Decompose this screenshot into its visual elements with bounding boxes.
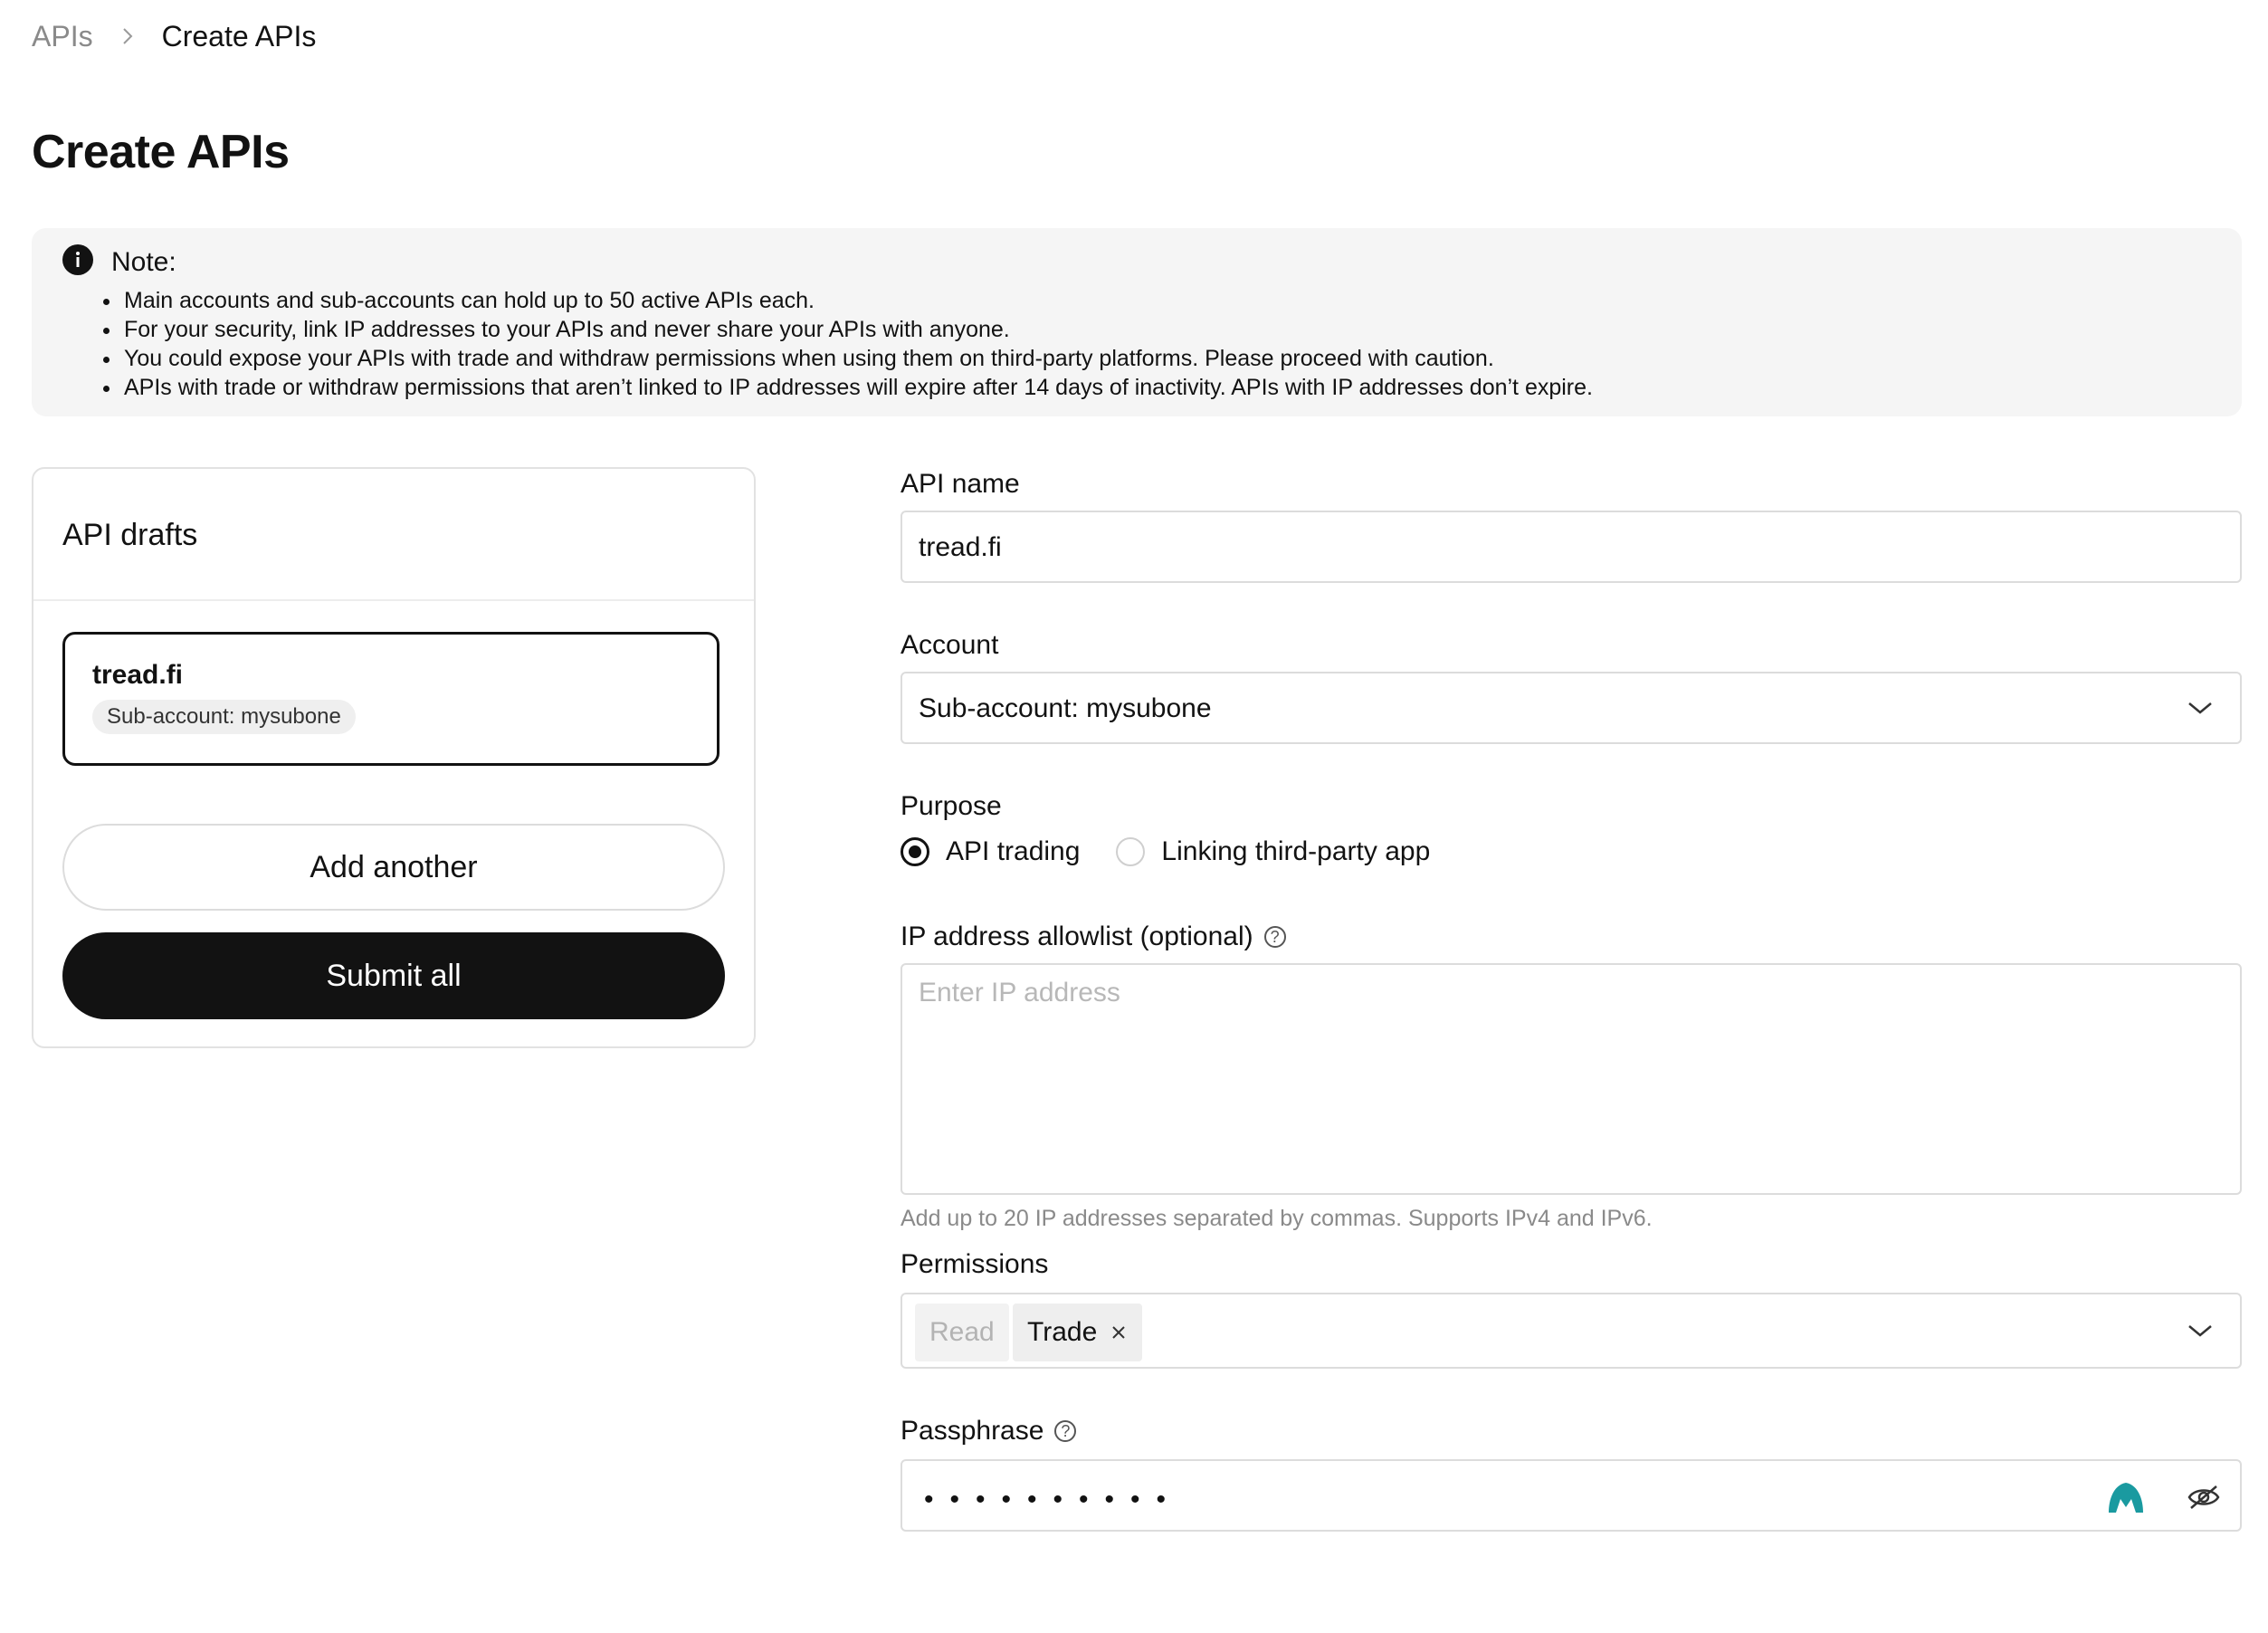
ip-allowlist-placeholder: Enter IP address: [919, 978, 1120, 1007]
note-item: • For your security, link IP addresses to your APIs and never share your APIs with anyone.: [122, 315, 1593, 344]
radio-api-trading-label[interactable]: API trading: [946, 836, 1081, 866]
add-another-button[interactable]: Add another: [62, 824, 725, 911]
help-icon[interactable]: ?: [1054, 1420, 1076, 1442]
ip-allowlist-hint: Add up to 20 IP addresses separated by commas. Supports IPv4 and IPv6.: [901, 1206, 1653, 1231]
draft-name: tread.fi: [92, 660, 184, 690]
note-item: • APIs with trade or withdraw permissions that aren’t linked to IP addresses will expire after 14 days of inactivity. APIs with IP addresses don’t expire.: [122, 373, 1593, 402]
draft-account-badge: Sub-account: mysubone: [92, 700, 356, 734]
account-select[interactable]: [901, 672, 2242, 744]
breadcrumb-current: Create APIs: [161, 19, 317, 53]
passphrase-label: Passphrase ?: [901, 1416, 1076, 1447]
chevron-down-icon: [2186, 699, 2215, 717]
account-value: Sub-account: mysubone: [919, 693, 1212, 723]
permission-tag-read: Read: [915, 1304, 1009, 1361]
api-name-label: API name: [901, 469, 1020, 499]
close-icon[interactable]: [1110, 1323, 1128, 1342]
page-title: Create APIs: [32, 126, 290, 178]
permissions-select[interactable]: [901, 1293, 2242, 1369]
ip-allowlist-textarea[interactable]: [901, 963, 2242, 1195]
permissions-label: Permissions: [901, 1249, 1049, 1279]
radio-linking-third-party[interactable]: [1116, 837, 1145, 866]
purpose-radio-group: [901, 836, 1430, 867]
note-item: • Main accounts and sub-accounts can hold up to 50 active APIs each.: [122, 286, 1593, 315]
breadcrumb: [32, 18, 316, 54]
chevron-right-icon: [110, 18, 146, 54]
chevron-down-icon: [2186, 1322, 2215, 1340]
ip-allowlist-label: IP address allowlist (optional) ?: [901, 922, 1286, 952]
api-name-input[interactable]: [901, 511, 2242, 583]
note-panel: [32, 228, 2242, 416]
draft-card[interactable]: [62, 632, 719, 766]
note-item: • You could expose your APIs with trade and withdraw permissions when using them on third-party platforms. Please proceed with caution.: [122, 344, 1593, 373]
account-label: Account: [901, 630, 999, 660]
purpose-label: Purpose: [901, 791, 1002, 821]
api-name-value: tread.fi: [919, 532, 1002, 562]
radio-api-trading[interactable]: [901, 837, 929, 866]
api-drafts-panel: [32, 467, 756, 1048]
info-icon: [62, 244, 93, 280]
breadcrumb-apis-link[interactable]: APIs: [32, 19, 93, 53]
passphrase-input[interactable]: [901, 1459, 2242, 1532]
help-icon[interactable]: ?: [1264, 926, 1286, 948]
note-list: [97, 286, 1593, 402]
password-manager-icon[interactable]: [2106, 1479, 2146, 1515]
radio-linking-third-party-label[interactable]: Linking third-party app: [1161, 836, 1431, 866]
eye-off-icon[interactable]: [2186, 1483, 2222, 1512]
submit-all-button[interactable]: Submit all: [62, 932, 725, 1019]
api-drafts-title: API drafts: [62, 518, 198, 552]
permission-tag-trade: Trade: [1013, 1304, 1142, 1361]
passphrase-masked-value: ••••••••••: [924, 1485, 1183, 1514]
note-title: Note:: [111, 246, 176, 277]
